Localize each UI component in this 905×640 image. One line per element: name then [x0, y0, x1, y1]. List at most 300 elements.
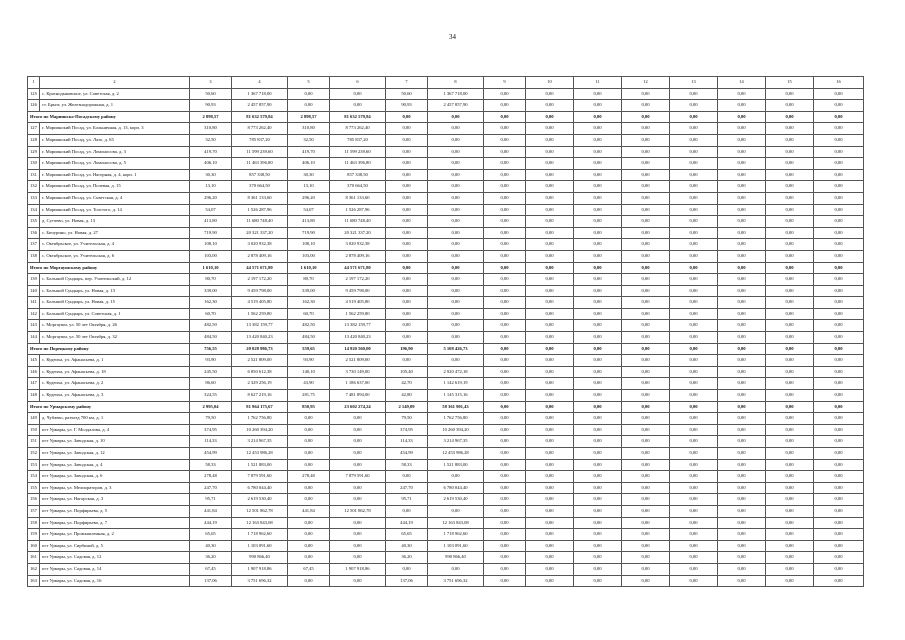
value-cell: 0,00 [526, 424, 574, 436]
value-cell: 0,00 [386, 134, 428, 146]
value-cell: 0,00 [484, 146, 526, 158]
value-cell: 2 920 472,18 [428, 366, 484, 378]
value-cell: 0,00 [386, 250, 428, 262]
value-cell: 90,93 [190, 100, 232, 112]
value-cell: 454,99 [386, 448, 428, 460]
address-cell: пгт Урмары, ул. Заводская, д. 4 [40, 459, 190, 471]
value-cell: 0,00 [574, 239, 622, 251]
value-cell: 0,00 [526, 216, 574, 228]
value-cell: 850,95 [288, 401, 330, 413]
value-cell: 0,00 [526, 169, 574, 181]
value-cell: 0,00 [718, 436, 766, 448]
value-cell: 0,00 [622, 192, 670, 204]
value-cell: 0,00 [526, 494, 574, 506]
value-cell: 0,00 [428, 146, 484, 158]
value-cell: 162,30 [190, 297, 232, 309]
value-cell: 0,00 [718, 134, 766, 146]
value-cell: 0,00 [718, 343, 766, 355]
value-cell: 0,00 [484, 552, 526, 564]
value-cell: 0,00 [386, 123, 428, 135]
value-cell: 0,00 [428, 181, 484, 193]
column-number-cell: 12 [622, 77, 670, 89]
value-cell: 0,00 [622, 274, 670, 286]
value-cell: 0,00 [670, 424, 718, 436]
value-cell: 8 773 262,40 [232, 123, 288, 135]
value-cell: 0,00 [766, 424, 814, 436]
value-cell: 0,00 [814, 343, 864, 355]
value-cell: 0,00 [670, 401, 718, 413]
value-cell: 0,00 [766, 192, 814, 204]
value-cell: 0,00 [814, 297, 864, 309]
value-cell: 0,00 [574, 169, 622, 181]
value-cell: 0,00 [718, 181, 766, 193]
value-cell: 196,90 [386, 343, 428, 355]
value-cell: 0,00 [526, 355, 574, 367]
value-cell: 0,00 [622, 540, 670, 552]
value-cell: 0,00 [670, 378, 718, 390]
value-cell: 857 338,50 [330, 169, 386, 181]
value-cell: 0,00 [670, 274, 718, 286]
value-cell: 12 163 843,08 [232, 517, 288, 529]
value-cell: 0,00 [484, 111, 526, 123]
value-cell: 0,00 [484, 517, 526, 529]
table-row [28, 88, 864, 100]
row-number: 142 [28, 308, 40, 320]
value-cell: 857 338,50 [232, 169, 288, 181]
table-row [28, 332, 864, 344]
address-cell: с. Кудеиха, ул. Афанасьева, д. 18 [40, 366, 190, 378]
value-cell: 785 837,20 [330, 134, 386, 146]
column-number-cell: 10 [526, 77, 574, 89]
table-row [28, 505, 864, 517]
value-cell: 413,80 [288, 216, 330, 228]
value-cell: 9 459 798,00 [330, 285, 386, 297]
value-cell: 137,06 [386, 575, 428, 587]
table-row [28, 471, 864, 483]
value-cell: 12 163 843,08 [428, 517, 484, 529]
value-cell: 0,00 [670, 459, 718, 471]
value-cell: 0,00 [718, 459, 766, 471]
value-cell: 0,00 [526, 448, 574, 460]
value-cell: 0,00 [766, 181, 814, 193]
value-cell: 0,00 [814, 134, 864, 146]
value-cell: 0,00 [670, 123, 718, 135]
value-cell: 0,00 [574, 413, 622, 425]
value-cell: 0,00 [574, 494, 622, 506]
address-cell: с. Октябрьское, ул. Учительская, д. 4 [40, 239, 190, 251]
value-cell: 0,00 [718, 192, 766, 204]
value-cell: 0,00 [484, 100, 526, 112]
value-cell: 0,00 [484, 123, 526, 135]
value-cell: 79,50 [386, 413, 428, 425]
row-number: 145 [28, 355, 40, 367]
value-cell: 0,00 [622, 250, 670, 262]
value-cell: 1 610,10 [190, 262, 232, 274]
value-cell: 0,00 [622, 505, 670, 517]
value-cell: 0,00 [526, 563, 574, 575]
value-cell: 0,00 [484, 505, 526, 517]
value-cell: 93,90 [190, 355, 232, 367]
value-cell: 0,00 [526, 540, 574, 552]
address-cell: г. Мариинский Посад, ул. Полевая, д. 15 [40, 181, 190, 193]
value-cell: 0,00 [288, 575, 330, 587]
value-cell: 2 197 172,20 [232, 274, 288, 286]
value-cell: 0,00 [526, 158, 574, 170]
value-cell: 0,00 [622, 100, 670, 112]
value-cell: 0,00 [670, 540, 718, 552]
value-cell: 2 898,57 [190, 111, 232, 123]
value-cell: 103,00 [190, 250, 232, 262]
value-cell: 0,00 [288, 552, 330, 564]
value-cell: 0,00 [766, 250, 814, 262]
value-cell: 0,00 [814, 250, 864, 262]
address-cell: г. Мариинский Посад, ул. Ломоносова, д. 5 [40, 158, 190, 170]
value-cell: 0,00 [766, 401, 814, 413]
value-cell: 0,00 [670, 320, 718, 332]
value-cell: 0,00 [766, 204, 814, 216]
value-cell: 0,00 [814, 308, 864, 320]
value-cell: 0,00 [718, 239, 766, 251]
value-cell: 0,00 [814, 459, 864, 471]
value-cell: 12 501 862,78 [232, 505, 288, 517]
value-cell: 2 149,09 [386, 401, 428, 413]
value-cell: 11 680 748,40 [330, 216, 386, 228]
value-cell: 0,00 [526, 482, 574, 494]
value-cell: 0,00 [814, 436, 864, 448]
value-cell: 0,00 [718, 413, 766, 425]
address-cell: с. Моргауши, ул. 50 лет Октября, д. 26 [40, 320, 190, 332]
value-cell: 0,00 [670, 517, 718, 529]
address-cell: г. Мариинский Посад, ул. Лазо, д. 65 [40, 134, 190, 146]
column-number-cell: 14 [718, 77, 766, 89]
value-cell: 0,00 [622, 134, 670, 146]
value-cell: 0,00 [484, 366, 526, 378]
value-cell: 0,00 [574, 216, 622, 228]
value-cell: 0,00 [330, 424, 386, 436]
value-cell: 0,00 [718, 274, 766, 286]
page-number: 34 [449, 33, 456, 41]
value-cell: 0,00 [484, 575, 526, 587]
address-cell: с. Кудеиха, ул. Афанасьева, д. 3 [40, 390, 190, 402]
row-number: 138 [28, 250, 40, 262]
value-cell: 0,00 [574, 123, 622, 135]
value-cell: 0,00 [814, 88, 864, 100]
value-cell: 7 879 591,60 [232, 471, 288, 483]
data-table [27, 76, 864, 587]
value-cell: 0,00 [526, 401, 574, 413]
value-cell: 0,00 [288, 88, 330, 100]
value-cell: 0,00 [814, 448, 864, 460]
value-cell: 0,00 [814, 111, 864, 123]
row-number: 146 [28, 366, 40, 378]
value-cell: 60,70 [288, 308, 330, 320]
value-cell: 281,75 [288, 390, 330, 402]
table-row [28, 424, 864, 436]
value-cell: 1 367 718,00 [428, 88, 484, 100]
value-cell: 454,99 [190, 448, 232, 460]
value-cell: 0,00 [670, 343, 718, 355]
value-cell: 0,00 [428, 471, 484, 483]
address-cell: с. Октябрьское, ул. Учительская, д. 6 [40, 250, 190, 262]
value-cell: 0,00 [766, 297, 814, 309]
value-cell: 0,00 [622, 297, 670, 309]
row-number: 147 [28, 378, 40, 390]
address-cell: г. Мариинский Посад, ул. Нагорная, д. 4, корп. 1 [40, 169, 190, 181]
value-cell: 0,00 [484, 250, 526, 262]
value-cell: 0,00 [574, 158, 622, 170]
value-cell: 0,00 [622, 308, 670, 320]
value-cell: 0,00 [526, 378, 574, 390]
value-cell: 0,00 [330, 448, 386, 460]
value-cell: 0,00 [766, 285, 814, 297]
value-cell: 0,00 [718, 146, 766, 158]
value-cell: 0,00 [814, 505, 864, 517]
value-cell: 0,00 [484, 181, 526, 193]
value-cell: 0,00 [526, 459, 574, 471]
value-cell: 0,00 [766, 169, 814, 181]
value-cell: 0,00 [670, 204, 718, 216]
value-cell: 3 730 149,00 [330, 366, 386, 378]
table-row [28, 378, 864, 390]
value-cell: 80,70 [190, 274, 232, 286]
value-cell: 0,00 [766, 505, 814, 517]
value-cell: 0,00 [484, 540, 526, 552]
value-cell: 0,00 [622, 169, 670, 181]
value-cell: 0,00 [766, 227, 814, 239]
value-cell: 2 878 409,16 [330, 250, 386, 262]
value-cell: 3 751 696,32 [232, 575, 288, 587]
value-cell: 0,00 [484, 239, 526, 251]
value-cell: 1 103 091,60 [232, 540, 288, 552]
value-cell: 1 718 962,60 [428, 529, 484, 541]
value-cell: 0,00 [330, 529, 386, 541]
value-cell: 0,00 [484, 529, 526, 541]
value-cell: 0,00 [386, 239, 428, 251]
value-cell: 3 020 932,38 [232, 239, 288, 251]
value-cell: 0,00 [574, 320, 622, 332]
value-cell: 0,00 [766, 563, 814, 575]
value-cell: 9 459 798,00 [232, 285, 288, 297]
value-cell: 44 571 671,80 [232, 262, 288, 274]
column-number-cell: 16 [814, 77, 864, 89]
row-number: 128 [28, 134, 40, 146]
value-cell: 0,00 [766, 471, 814, 483]
table-row [28, 494, 864, 506]
value-cell: 1 103 091,60 [428, 540, 484, 552]
table-row [28, 297, 864, 309]
value-cell: 0,00 [814, 158, 864, 170]
value-cell: 0,00 [766, 100, 814, 112]
value-cell: 0,00 [428, 216, 484, 228]
value-cell: 0,00 [718, 216, 766, 228]
value-cell: 482,50 [190, 320, 232, 332]
value-cell: 0,00 [574, 262, 622, 274]
value-cell: 0,00 [718, 505, 766, 517]
value-cell: 0,00 [814, 540, 864, 552]
value-cell: 0,00 [622, 355, 670, 367]
value-cell: 374,95 [386, 424, 428, 436]
row-number: 144 [28, 332, 40, 344]
value-cell: 137,06 [190, 575, 232, 587]
value-cell: 0,00 [386, 181, 428, 193]
value-cell: 0,00 [574, 366, 622, 378]
total-label: Итого по Моргаушскому району [28, 262, 190, 274]
value-cell: 0,00 [526, 366, 574, 378]
table-row [28, 146, 864, 158]
value-cell: 0,00 [526, 390, 574, 402]
value-cell: 278,48 [288, 471, 330, 483]
value-cell: 0,00 [288, 436, 330, 448]
value-cell: 0,00 [766, 146, 814, 158]
row-number: 161 [28, 552, 40, 564]
row-number: 153 [28, 459, 40, 471]
value-cell: 1 718 962,60 [232, 529, 288, 541]
value-cell: 0,00 [526, 111, 574, 123]
value-cell: 310,80 [190, 123, 232, 135]
value-cell: 444,19 [190, 517, 232, 529]
value-cell: 0,00 [428, 297, 484, 309]
value-cell: 0,00 [484, 390, 526, 402]
value-cell: 419,70 [288, 146, 330, 158]
value-cell: 0,00 [288, 529, 330, 541]
row-number: 139 [28, 274, 40, 286]
column-number-row [28, 77, 864, 89]
value-cell: 0,00 [622, 343, 670, 355]
value-cell: 0,00 [428, 123, 484, 135]
table-row [28, 274, 864, 286]
value-cell: 0,00 [670, 575, 718, 587]
value-cell: 140,10 [288, 366, 330, 378]
value-cell: 0,00 [766, 436, 814, 448]
value-cell: 0,00 [428, 169, 484, 181]
value-cell: 0,00 [386, 297, 428, 309]
value-cell: 12 501 862,78 [330, 505, 386, 517]
value-cell: 2 457 857,90 [428, 100, 484, 112]
row-number: 149 [28, 413, 40, 425]
value-cell: 484,50 [288, 332, 330, 344]
value-cell: 0,00 [766, 413, 814, 425]
value-cell: 0,00 [814, 390, 864, 402]
value-cell: 0,00 [622, 320, 670, 332]
table-row [28, 169, 864, 181]
value-cell: 0,00 [526, 320, 574, 332]
value-cell: 30,30 [190, 169, 232, 181]
address-cell: с. Большой Сундырь, ул. Новая, д. 15 [40, 297, 190, 309]
value-cell: 0,00 [766, 111, 814, 123]
value-cell: 8 773 262,40 [330, 123, 386, 135]
value-cell: 0,00 [814, 181, 864, 193]
table-row [28, 192, 864, 204]
table-row [28, 366, 864, 378]
value-cell: 14 920 560,00 [330, 343, 386, 355]
value-cell: 296,20 [288, 192, 330, 204]
value-cell: 0,00 [484, 424, 526, 436]
row-number: 129 [28, 146, 40, 158]
column-number-cell: 6 [330, 77, 386, 89]
table-row [28, 308, 864, 320]
value-cell: 0,00 [428, 204, 484, 216]
address-cell: с. Краснодыковское, ул. Советская, д. 2 [40, 88, 190, 100]
value-cell: 0,00 [526, 204, 574, 216]
value-cell: 0,00 [526, 100, 574, 112]
value-cell: 54,07 [190, 204, 232, 216]
value-cell: 3 214 967,35 [232, 436, 288, 448]
value-cell: 0,00 [574, 471, 622, 483]
value-cell: 7 879 591,60 [330, 471, 386, 483]
value-cell: 0,00 [766, 262, 814, 274]
value-cell: 0,00 [428, 158, 484, 170]
value-cell: 406,10 [190, 158, 232, 170]
value-cell: 0,00 [670, 100, 718, 112]
value-cell: 0,00 [574, 297, 622, 309]
district-total-row [28, 401, 864, 413]
value-cell: 93,90 [288, 355, 330, 367]
table-row [28, 517, 864, 529]
value-cell: 79,50 [190, 413, 232, 425]
value-cell: 0,00 [766, 343, 814, 355]
value-cell: 0,00 [484, 494, 526, 506]
value-cell: 0,00 [484, 158, 526, 170]
value-cell: 0,00 [526, 274, 574, 286]
value-cell: 0,00 [574, 111, 622, 123]
row-number: 135 [28, 216, 40, 228]
table-row [28, 123, 864, 135]
value-cell: 0,00 [814, 471, 864, 483]
value-cell: 1 186 637,00 [330, 378, 386, 390]
value-cell: 0,00 [670, 146, 718, 158]
value-cell: 0,00 [670, 471, 718, 483]
address-cell: пгт Урмары, ул. Нагорская, д. 3 [40, 494, 190, 506]
value-cell: 12 453 986,28 [232, 448, 288, 460]
row-number: 140 [28, 285, 40, 297]
value-cell: 0,00 [574, 100, 622, 112]
value-cell: 0,00 [766, 482, 814, 494]
value-cell: 80,70 [288, 274, 330, 286]
value-cell: 8 627 219,16 [232, 390, 288, 402]
value-cell: 0,00 [670, 227, 718, 239]
row-number: 151 [28, 436, 40, 448]
value-cell: 0,00 [526, 285, 574, 297]
value-cell: 0,00 [574, 181, 622, 193]
value-cell: 10 260 394,20 [232, 424, 288, 436]
value-cell: 0,00 [484, 471, 526, 483]
value-cell: 0,00 [574, 424, 622, 436]
value-cell: 4 519 405,80 [232, 297, 288, 309]
value-cell: 0,00 [484, 216, 526, 228]
value-cell: 0,00 [574, 563, 622, 575]
value-cell: 0,00 [718, 540, 766, 552]
address-cell: с. Большой Сундырь, ул. Новая, д. 13 [40, 285, 190, 297]
address-cell: пгт Урмары, ул. Заводская, д. 12 [40, 448, 190, 460]
value-cell: 247,70 [386, 482, 428, 494]
value-cell: 50,60 [386, 88, 428, 100]
value-cell: 0,00 [814, 482, 864, 494]
value-cell: 0,00 [718, 227, 766, 239]
value-cell: 0,00 [386, 563, 428, 575]
value-cell: 0,00 [484, 262, 526, 274]
address-cell: пгт Урмары, ул. Сирбиной, д. 5 [40, 540, 190, 552]
value-cell: 0,00 [766, 274, 814, 286]
total-label: Итого по Порецкому району [28, 343, 190, 355]
value-cell: 0,00 [622, 563, 670, 575]
value-cell: 0,00 [718, 563, 766, 575]
value-cell: 0,00 [330, 88, 386, 100]
value-cell: 0,00 [526, 343, 574, 355]
value-cell: 0,00 [484, 169, 526, 181]
value-cell: 2 619 530,40 [232, 494, 288, 506]
value-cell: 0,00 [574, 274, 622, 286]
value-cell: 103,00 [288, 250, 330, 262]
